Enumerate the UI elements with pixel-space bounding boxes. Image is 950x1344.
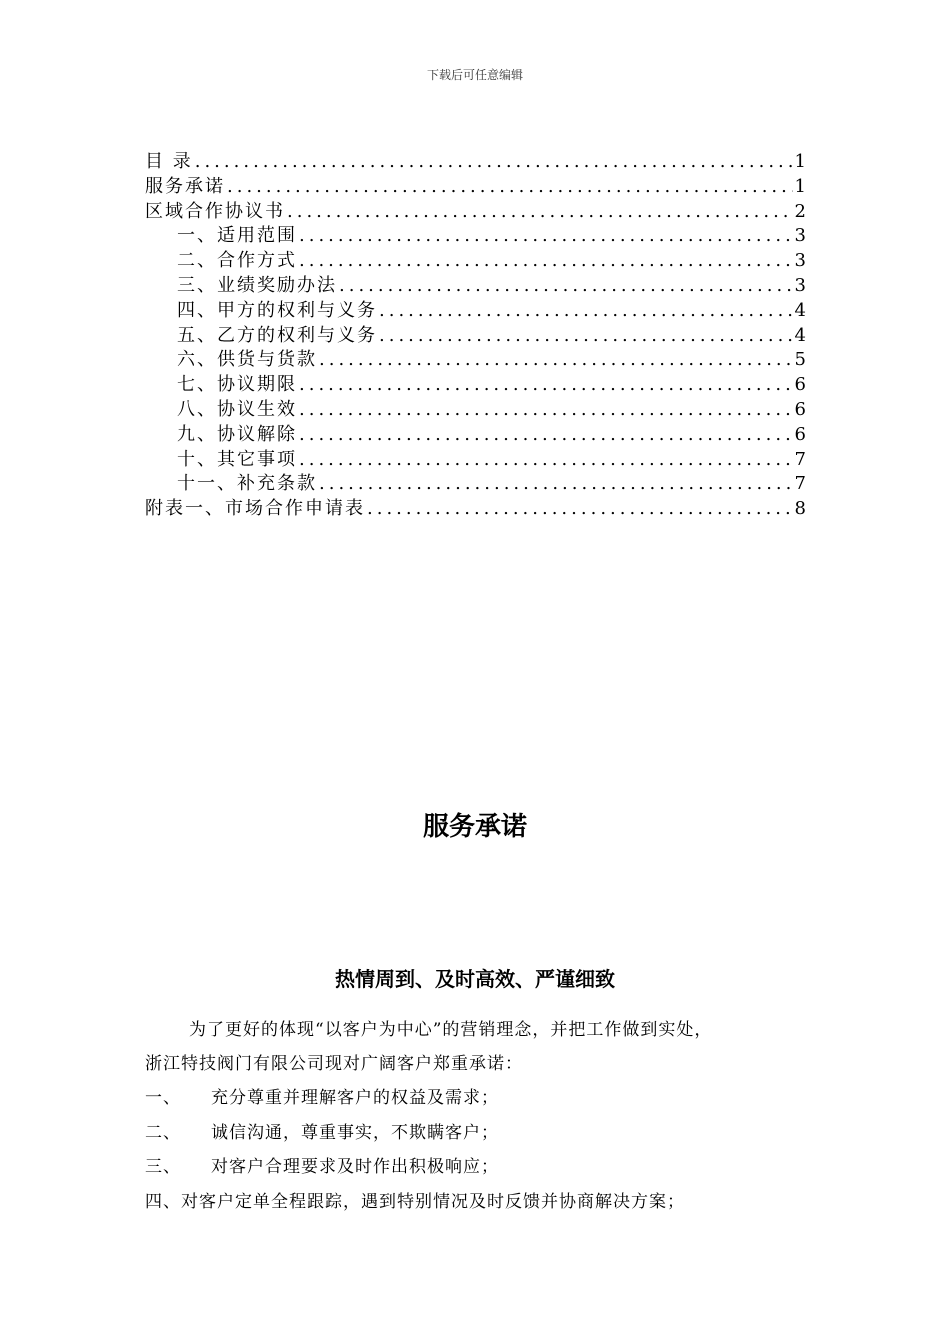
toc-entry-label: 四、甲方的权利与义务 [177,299,377,321]
commitment-number: 三、 [145,1157,181,1177]
toc-entry-page: 6 [794,423,806,445]
intro-paragraph-line: 为了更好的体现“以客户为中心”的营销理念，并把工作做到实处， [189,1020,713,1040]
toc-entry[interactable] [145,348,806,373]
toc-entry-label: 六、供货与货款 [177,349,317,371]
toc-leader-dots [367,497,793,522]
commitment-item [145,1116,825,1151]
toc-entry-page: 4 [794,324,806,346]
toc-entry[interactable] [145,299,806,324]
commitment-item [145,1150,825,1185]
commitment-item [145,1185,825,1220]
toc-entry-label: 十一、补充条款 [177,473,317,495]
toc-entry[interactable] [145,472,806,497]
commitment-item [145,1081,825,1116]
table-of-contents [145,150,806,522]
commitment-number: 二、 [145,1122,181,1143]
toc-entry[interactable] [145,175,806,200]
toc-entry-page: 6 [794,374,806,396]
toc-entry[interactable] [145,398,806,423]
toc-leader-dots [299,373,793,398]
toc-entry-page: 4 [794,299,806,321]
toc-entry[interactable] [145,274,806,299]
commitment-number: 一、 [145,1088,181,1108]
toc-leader-dots [379,324,793,349]
page-header: 下载后可任意编辑 [426,68,523,82]
toc-entry-label: 十、其它事项 [177,448,297,470]
toc-entry-label: 目 录 [145,151,193,172]
toc-entry[interactable] [145,200,806,225]
toc-leader-dots [299,448,793,473]
toc-entry-page: 5 [794,349,806,371]
toc-entry-page: 1 [794,175,806,197]
toc-entry-page: 6 [794,398,806,420]
toc-entry[interactable] [145,324,806,349]
toc-entry-page: 8 [794,498,806,520]
toc-entry-label: 八、协议生效 [177,398,297,420]
toc-entry-page: 3 [794,274,806,296]
toc-leader-dots [319,348,793,373]
toc-entry[interactable] [145,224,806,249]
toc-leader-dots [299,423,793,448]
section-title: 服务承诺 [422,812,527,842]
toc-entry-page: 7 [794,473,806,495]
toc-leader-dots [319,472,793,497]
toc-entry-label: 服务承诺 [145,175,225,197]
toc-entry-label: 九、协议解除 [177,423,297,445]
toc-entry-page: 3 [794,225,806,247]
toc-entry[interactable] [145,423,806,448]
toc-entry-label: 附表一、市场合作申请表 [145,498,365,520]
toc-leader-dots [299,224,793,249]
toc-leader-dots [299,398,793,423]
section-subtitle: 热情周到、及时高效、严谨细致 [335,967,615,991]
toc-entry-label: 五、乙方的权利与义务 [177,324,377,346]
toc-entry-page: 3 [794,250,806,272]
toc-entry-page: 7 [794,448,806,470]
toc-entry[interactable] [145,448,806,473]
commitment-number: 四、 [145,1191,181,1212]
toc-leader-dots [227,175,793,200]
commitment-text: 对客户定单全程跟踪，遇到特别情况及时反馈并协商解决方案； [181,1191,685,1212]
intro-paragraph-line: 浙江特技阀门有限公司现对广阔客户郑重承诺： [145,1054,523,1074]
toc-entry[interactable] [145,249,806,274]
section-body [145,1013,825,1219]
toc-entry-label: 七、协议期限 [177,374,297,396]
toc-leader-dots [195,150,793,175]
toc-entry-label: 区域合作协议书 [145,200,285,222]
toc-entry-label: 二、合作方式 [177,250,297,272]
toc-entry-label: 一、适用范围 [177,225,297,247]
toc-leader-dots [379,299,793,324]
toc-entry-label: 三、业绩奖励办法 [177,274,337,296]
toc-entry-page: 1 [794,151,806,172]
toc-entry[interactable] [145,150,806,175]
toc-leader-dots [299,249,793,274]
toc-leader-dots [287,200,793,225]
toc-entry[interactable] [145,373,806,398]
commitment-text: 诚信沟通，尊重事实，不欺瞒客户； [211,1122,499,1143]
toc-entry[interactable] [145,497,806,522]
toc-entry-page: 2 [794,200,806,222]
commitment-text: 充分尊重并理解客户的权益及需求； [211,1088,499,1108]
toc-leader-dots [339,274,793,299]
commitment-text: 对客户合理要求及时作出积极响应； [211,1157,499,1177]
